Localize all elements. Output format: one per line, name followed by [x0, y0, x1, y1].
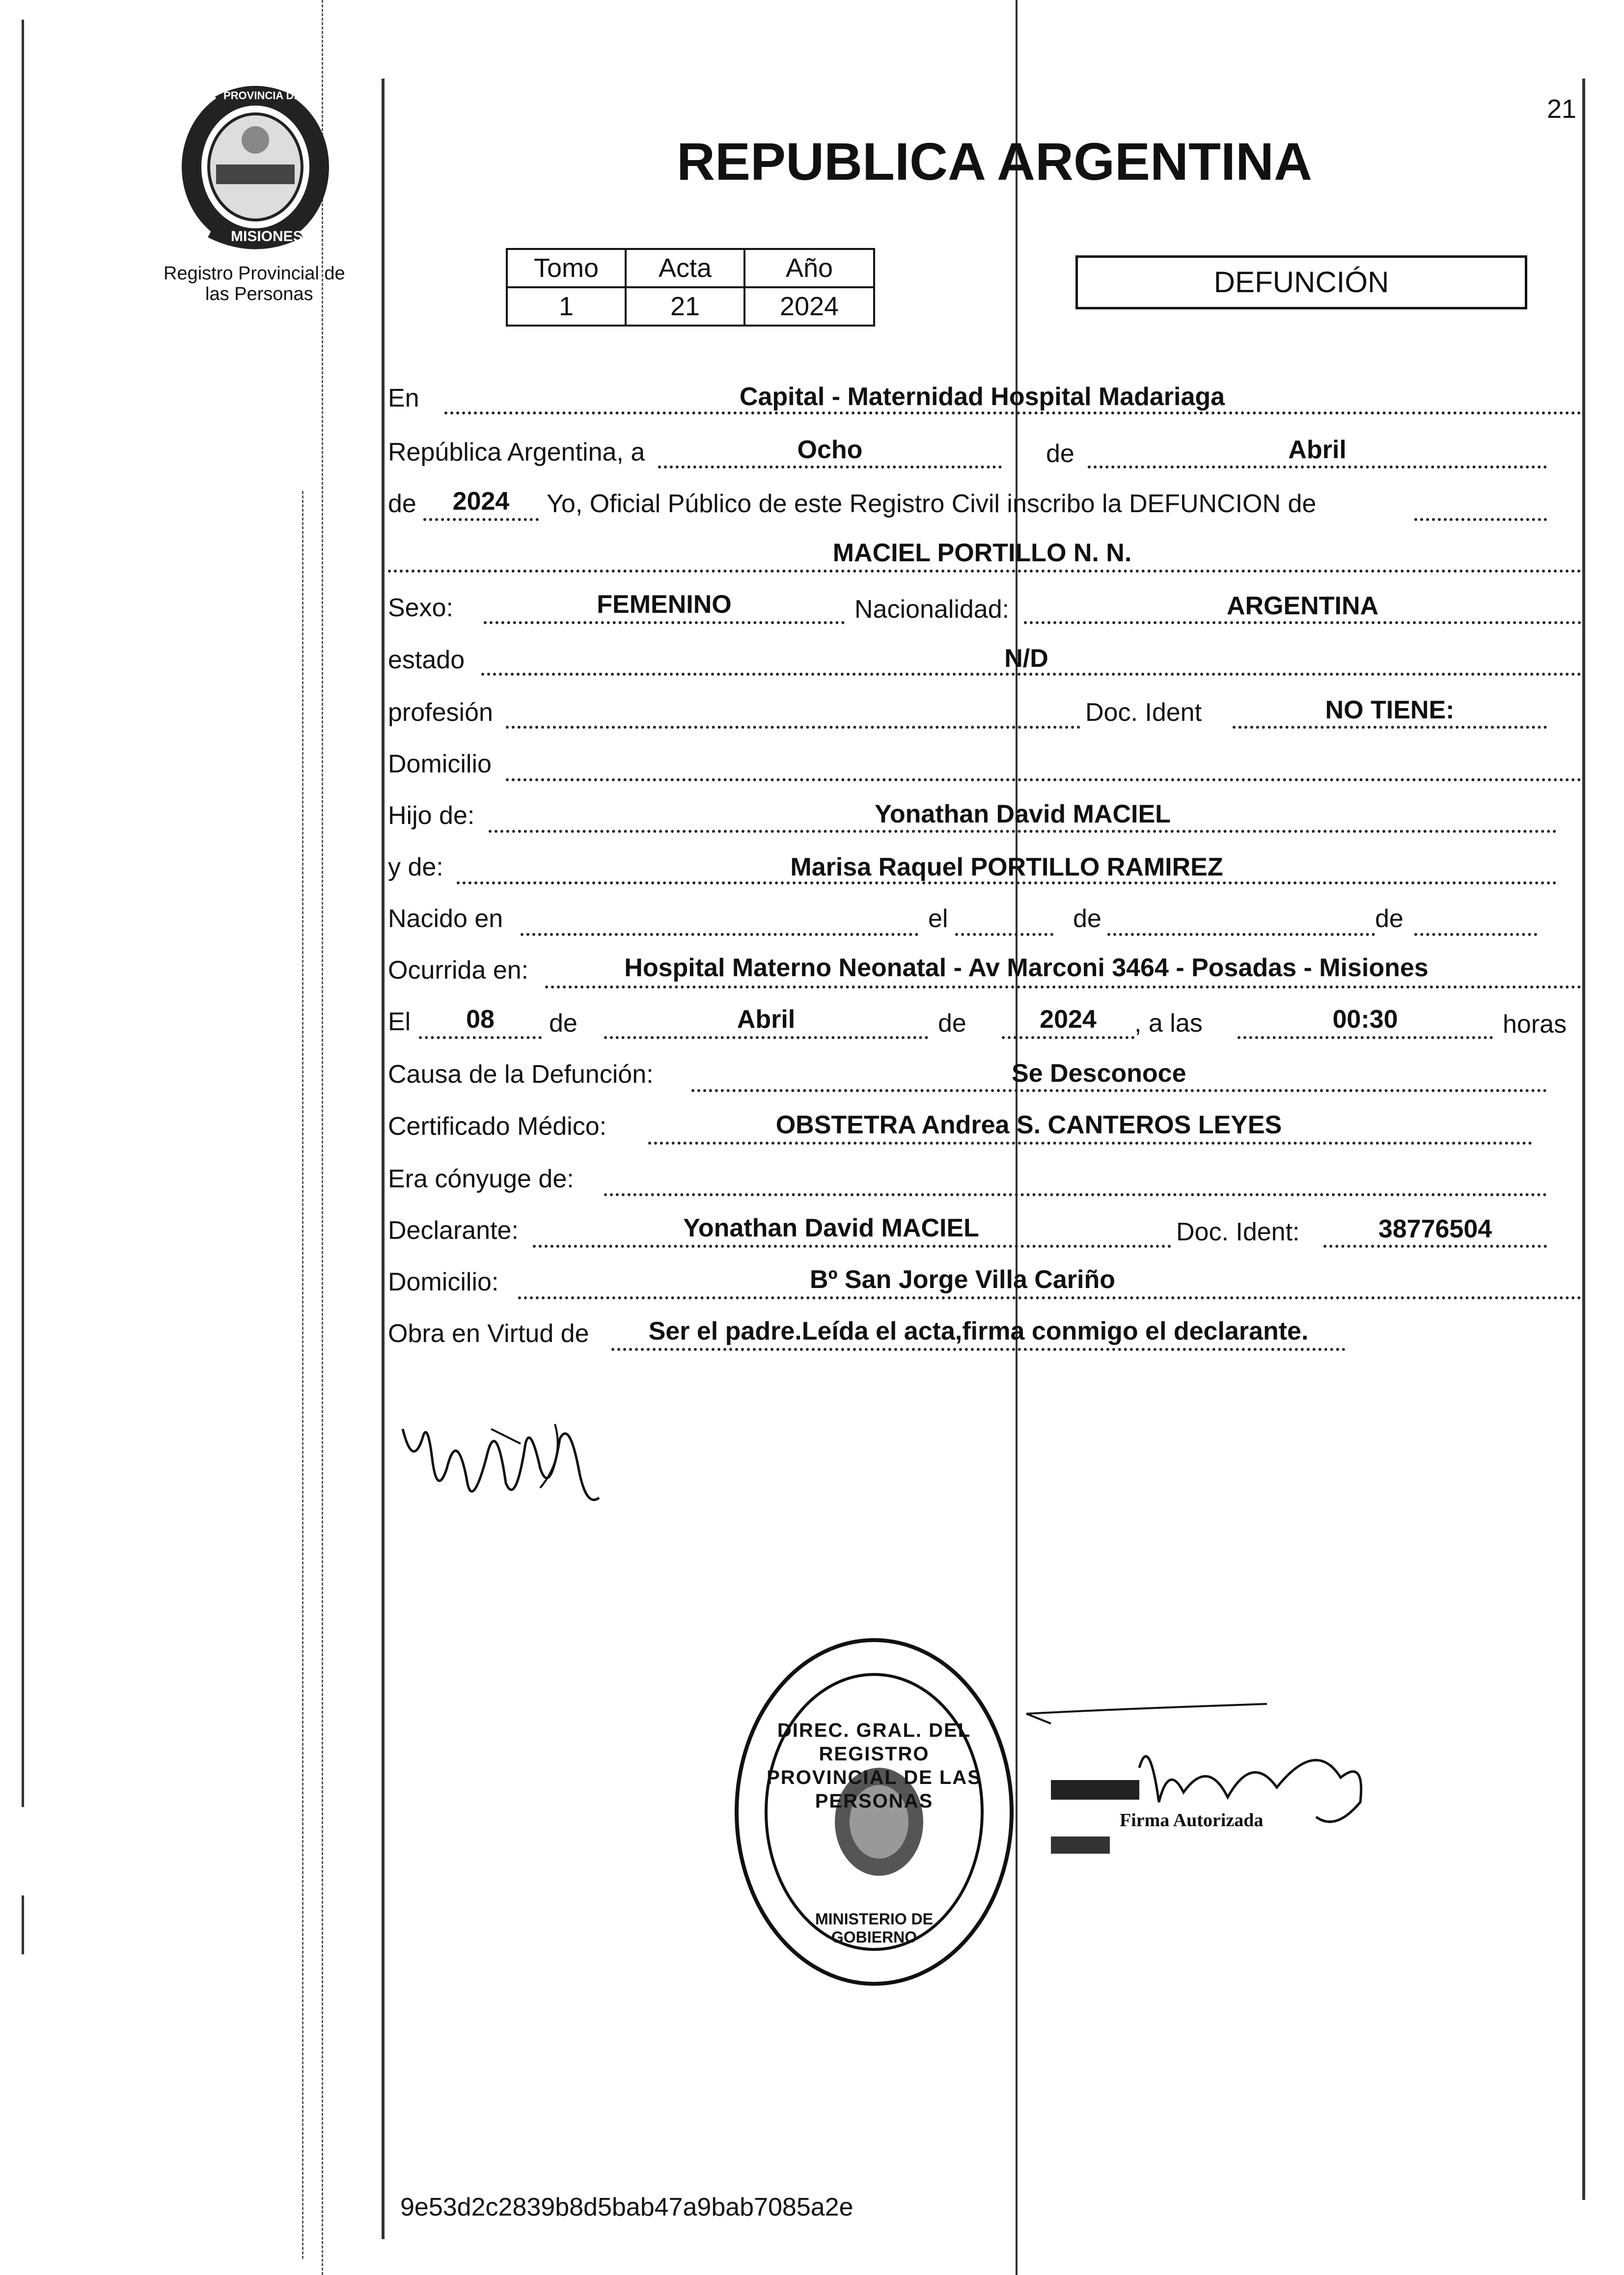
- seal-top-text: PROVINCIA DE: [223, 89, 302, 102]
- label-estado: estado: [388, 646, 465, 674]
- value-death-day: 08: [466, 1005, 495, 1034]
- official-signature-svg: [1021, 1694, 1404, 1866]
- table-value-anio: 2024: [744, 287, 874, 326]
- page-number: 21: [1547, 94, 1577, 124]
- dotline-declarante-domicilio: [518, 1296, 1581, 1299]
- value-causa: Se Desconoce: [1012, 1059, 1186, 1088]
- perforation-line: [322, 0, 323, 2275]
- table-value-tomo: 1: [507, 287, 626, 326]
- document-hash: 9e53d2c2839b8d5bab47a9bab7085a2e: [400, 2193, 853, 2221]
- dotline-place: [444, 411, 1581, 414]
- label-profesion: profesión: [388, 698, 493, 727]
- dotline-conyuge: [604, 1193, 1547, 1196]
- value-day: Ocho: [797, 436, 863, 464]
- label-hijo: Hijo de:: [388, 801, 475, 830]
- label-causa: Causa de la Defunción:: [388, 1060, 654, 1089]
- dotline-month: [1088, 466, 1547, 468]
- label-a-las: , a las: [1134, 1009, 1203, 1038]
- label-doc-ident2: Doc. Ident:: [1176, 1218, 1300, 1246]
- misiones-seal-logo: [177, 83, 334, 250]
- dotline-mother: [457, 881, 1557, 884]
- label-declarante: Declarante:: [388, 1216, 519, 1245]
- label-republica: República Argentina, a: [388, 438, 645, 466]
- label-domicilio: Domicilio: [388, 750, 492, 778]
- value-ocurrida: Hospital Materno Neonatal - Av Marconi 3464 - Posadas - Misiones: [624, 954, 1429, 982]
- label-en: En: [388, 384, 419, 412]
- left-edge-mark: [22, 1895, 24, 1954]
- label-oficial-text: Yo, Oficial Público de este Registro Civil inscribo la DEFUNCION de: [547, 490, 1317, 518]
- official-signature: [1021, 1694, 1404, 1866]
- dotline-certificado: [648, 1142, 1532, 1145]
- label-nacido: Nacido en: [388, 905, 503, 933]
- label-death-de1: de: [549, 1009, 578, 1038]
- dotline-nacido-month: [1107, 933, 1375, 936]
- label-y-de: y de:: [388, 853, 443, 881]
- value-place: Capital - Maternidad Hospital Madariaga: [739, 383, 1225, 411]
- record-table: [506, 248, 875, 327]
- label-sexo: Sexo:: [388, 594, 453, 622]
- label-nacionalidad: Nacionalidad:: [854, 595, 1010, 624]
- registry-name-line2: las Personas: [205, 284, 313, 304]
- value-mother: Marisa Raquel PORTILLO RAMIREZ: [790, 853, 1223, 881]
- label-horas: horas: [1503, 1010, 1567, 1039]
- right-edge-line: [1582, 79, 1585, 2200]
- label-certificado: Certificado Médico:: [388, 1112, 607, 1141]
- value-father: Yonathan David MACIEL: [875, 800, 1171, 828]
- label-doc-ident: Doc. Ident: [1085, 698, 1202, 727]
- label-domicilio2: Domicilio:: [388, 1268, 499, 1296]
- declarant-signature: [393, 1399, 614, 1522]
- label-nacido-de1: de: [1073, 905, 1101, 933]
- document-type: DEFUNCIÓN: [1213, 266, 1389, 299]
- dotline-year: [423, 518, 539, 521]
- value-sexo: FEMENINO: [597, 590, 732, 619]
- label-el2: El: [388, 1008, 411, 1036]
- label-ocurrida: Ocurrida en:: [388, 956, 529, 985]
- record-table-value-row: [507, 287, 874, 326]
- value-month: Abril: [1288, 436, 1347, 464]
- dotline-estado: [481, 673, 1581, 676]
- table-header-tomo: Tomo: [507, 249, 626, 287]
- dotline-causa: [691, 1089, 1547, 1092]
- value-doc-ident: NO TIENE:: [1325, 696, 1455, 724]
- left-edge-line: [22, 20, 24, 1807]
- dotline-nacido-day: [955, 933, 1053, 936]
- dotline-domicilio: [506, 778, 1581, 781]
- label-el: el: [928, 905, 948, 933]
- dotline-sexo: [484, 621, 845, 624]
- dotline-declarante-doc: [1323, 1245, 1547, 1248]
- seal-bottom-text: MISIONES: [231, 228, 303, 245]
- document-type-box: [1075, 255, 1527, 309]
- page-title: REPUBLICA ARGENTINA: [677, 132, 1312, 191]
- value-obra: Ser el padre.Leída el acta,firma conmigo el declarante.: [648, 1317, 1309, 1345]
- value-deceased-name: MACIEL PORTILLO N. N.: [832, 539, 1132, 567]
- form-left-border: [382, 79, 385, 2239]
- dotline-deceased-start: [1414, 518, 1547, 521]
- label-de-year: de: [388, 490, 416, 518]
- value-death-time: 00:30: [1332, 1005, 1398, 1034]
- value-nacionalidad: ARGENTINA: [1226, 592, 1379, 620]
- label-de-month: de: [1046, 439, 1074, 468]
- dotline-day: [658, 466, 1002, 468]
- value-year: 2024: [452, 487, 510, 516]
- dotline-nacido-place: [521, 933, 918, 936]
- registry-name-line1: Registro Provincial de: [164, 263, 345, 284]
- value-declarante-domicilio: Bº San Jorge Villa Cariño: [810, 1265, 1115, 1294]
- perforation-line-2: [302, 491, 303, 2259]
- misiones-seal-svg: [177, 83, 334, 250]
- label-conyuge: Era cónyuge de:: [388, 1165, 574, 1193]
- label-nacido-de2: de: [1375, 905, 1404, 933]
- value-death-year: 2024: [1040, 1005, 1097, 1034]
- stamp-inner-text: MINISTERIO DE GOBIERNO: [815, 1910, 933, 1946]
- dotline-doc-ident: [1233, 726, 1547, 729]
- table-value-acta: 21: [626, 287, 744, 326]
- dotline-death-year: [1002, 1036, 1134, 1039]
- dotline-death-time: [1238, 1036, 1493, 1039]
- dotline-ocurrida: [545, 986, 1581, 988]
- value-certificado: OBSTETRA Andrea S. CANTEROS LEYES: [775, 1111, 1282, 1139]
- dotline-death-month: [604, 1036, 928, 1039]
- value-declarante-doc: 38776504: [1378, 1215, 1492, 1243]
- label-obra: Obra en Virtud de: [388, 1319, 589, 1348]
- value-death-month: Abril: [737, 1005, 796, 1034]
- dotline-declarante: [533, 1245, 1171, 1248]
- table-header-anio: Año: [744, 249, 874, 287]
- dotline-deceased: [388, 570, 1581, 573]
- value-estado: N/D: [1004, 644, 1048, 673]
- dotline-nacido-year: [1414, 933, 1537, 936]
- table-header-acta: Acta: [626, 249, 744, 287]
- record-table-header-row: [507, 249, 874, 287]
- stamp-outer-text: DIREC. GRAL. DEL REGISTRO PROVINCIAL DE LAS PERSONAS: [767, 1720, 982, 1812]
- dotline-death-day: [419, 1036, 542, 1039]
- official-stamp: [732, 1635, 1017, 1989]
- dotline-profesion: [506, 726, 1080, 729]
- declarant-signature-svg: [393, 1399, 614, 1522]
- dotline-father: [489, 830, 1557, 833]
- dotline-obra: [611, 1348, 1346, 1351]
- value-declarante: Yonathan David MACIEL: [683, 1214, 979, 1242]
- label-death-de2: de: [938, 1009, 966, 1038]
- authorized-stamp-text: Firma Autorizada: [1120, 1810, 1264, 1831]
- dotline-nacionalidad: [1024, 621, 1581, 624]
